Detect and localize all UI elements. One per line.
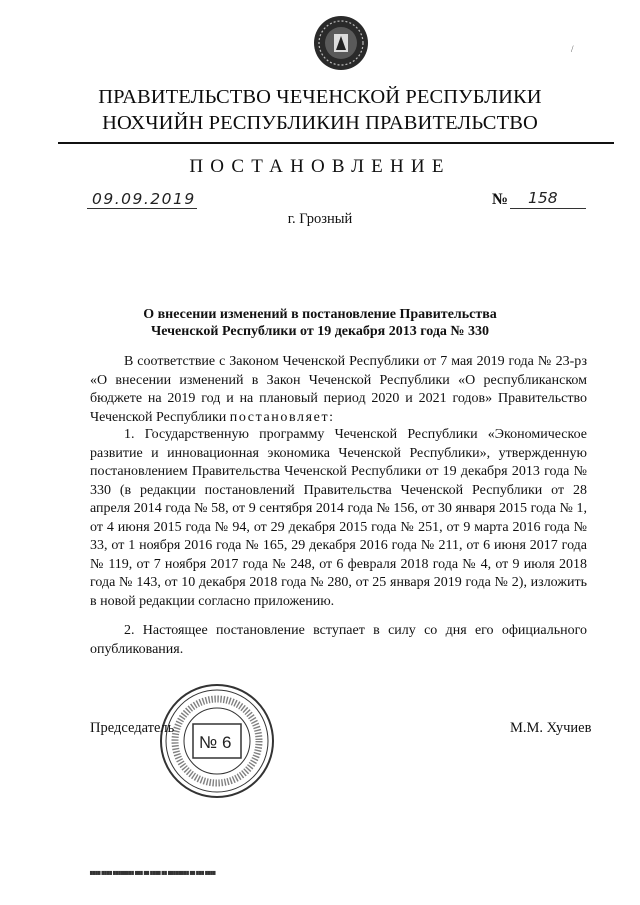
signer-title: Председатель	[90, 720, 175, 736]
number-sign: №	[492, 191, 509, 208]
government-name-russian: ПРАВИТЕЛЬСТВО ЧЕЧЕНСКОЙ РЕСПУБЛИКИ	[98, 86, 542, 108]
header-divider	[58, 142, 614, 144]
preamble-paragraph	[90, 353, 587, 427]
document-subject	[100, 306, 540, 340]
signer-name: М.М. Хучиев	[510, 720, 592, 736]
clause-1-paragraph	[90, 426, 587, 611]
date-underline	[87, 208, 197, 209]
document-type-title: ПОСТАНОВЛЕНИЕ	[189, 156, 451, 177]
file-path-footer: ████ ████ ████████ ███ ██ ████ ██ ████████ ██ ███ ████	[90, 871, 216, 875]
seal-number: № 6	[199, 733, 232, 752]
document-number: 158	[528, 189, 558, 207]
document-date: 09.09.2019	[92, 190, 196, 208]
subject-line-1: О внесении изменений в постановление Правительства	[143, 307, 497, 322]
city-name: г. Грозный	[287, 211, 353, 227]
resolves-word: постановляет:	[229, 409, 335, 425]
number-underline	[510, 208, 586, 209]
coat-of-arms-emblem	[312, 14, 370, 72]
clause-1-text: 1. Государственную программу Чеченской Республики «Экономическое развитие и инновационная экономика Чеченской Республики», утвержденную постановлением Правительства Чеченской Республики от 19 декабря 2013 года № 330 (в редакции постановлений Правительства Чеченской Республики от 28 апреля 2014 года № 58, от 9 сентября 2014 года № 156, от 30 января 2015 года № 1, от 4 июня 2015 года № 94, от 29 декабря 2015 года № 251, от 9 марта 2016 года № 33, от 1 ноября 2016 года № 165, 29 декабря 2016 года № 211, от 6 июня 2017 года № 119, от 7 ноября 2017 года № 248, от 6 февраля 2018 года № 4, от 9 июля 2018 года № 143, от 10 декабря 2018 года № 280, от 25 января 2019 года № 2), изложить в новой редакции согласно приложению.	[90, 427, 587, 609]
margin-mark: /	[571, 44, 574, 54]
government-name-chechen: НОХЧИЙН РЕСПУБЛИКИН ПРАВИТЕЛЬСТВО	[102, 112, 538, 134]
preamble-text: В соответствие с Законом Чеченской Республики от 7 мая 2019 года № 23-рз «О внесении изменений в Закон Чеченской Республики «О республиканском бюджете на 2019 год и на плановый период 2020 и 2021 годов» Правительство Чеченской Республики	[90, 354, 587, 425]
clause-2-text: 2. Настоящее постановление вступает в силу со дня его официального опубликования.	[90, 623, 587, 657]
subject-line-2: Чеченской Республики от 19 декабря 2013 года № 330	[151, 324, 489, 339]
clause-2-paragraph	[90, 622, 587, 659]
